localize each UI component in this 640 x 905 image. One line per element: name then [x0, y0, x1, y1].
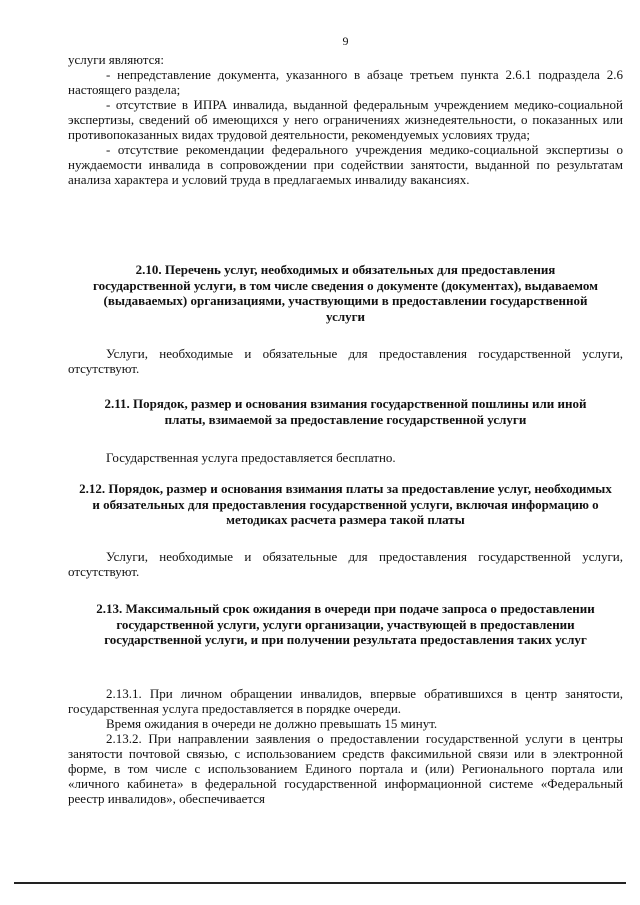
section-2-12-body: [68, 549, 623, 579]
list-item: - непредставление документа, указанного в абзаце третьем пункта 2.6.1 подраздела 2.6 настоящего раздела;: [68, 67, 623, 97]
section-heading-2-10: 2.10. Перечень услуг, необходимых и обязательных для предоставления государственной услуги, в том числе сведения о документе (документах), выдаваемом (выдаваемых) организациями, участвующими в предоставлении государственной услуги: [93, 262, 598, 324]
paragraph: Услуги, необходимые и обязательные для предоставления государственной услуги, отсутствуют.: [68, 346, 623, 376]
paragraph: Время ожидания в очереди не должно превышать 15 минут.: [106, 716, 438, 731]
paragraph: Государственная услуга предоставляется бесплатно.: [106, 450, 396, 465]
paragraph: Услуги, необходимые и обязательные для предоставления государственной услуги, отсутствуют.: [68, 549, 623, 579]
list-item: - отсутствие в ИПРА инвалида, выданной федеральным учреждением медико-социальной экспертизы, сведений об имеющихся у него ограничениях жизнедеятельности, о показанных или противопоказанных видах трудовой деятельности, рекомендуемых условиях труда;: [68, 97, 623, 142]
section-heading-2-13: 2.13. Максимальный срок ожидания в очереди при подаче запроса о предоставлении государственной услуги, услуги организации, участвующей в предоставлении государственной услуги, и при получении результата предоставления таких услуг: [96, 601, 595, 647]
paragraph: услуги являются:: [68, 52, 164, 67]
list-item: - отсутствие рекомендации федерального учреждения медико-социальной экспертизы о нуждаемости инвалида в сопровождении при содействии занятости, выданной по результатам анализа характера и условий труда в предлагаемых инвалиду вакансиях.: [68, 142, 623, 187]
section-heading-2-12: 2.12. Порядок, размер и основания взимания платы за предоставление услуг, необходимых и обязательных для предоставления государственной услуги, включая информацию о методиках расчета размера такой платы: [79, 481, 612, 527]
section-2-10-body: [68, 346, 623, 376]
refusal-grounds-block: [68, 52, 623, 187]
section-2-13-body: [68, 686, 623, 806]
section-heading-2-11: 2.11. Порядок, размер и основания взимания государственной пошлины или иной платы, взимаемой за предоставление государственной услуги: [104, 396, 587, 427]
page-number: 9: [342, 34, 349, 48]
page-bottom-edge: [14, 882, 626, 884]
paragraph: 2.13.2. При направлении заявления о предоставлении государственной услуги в центры занятости почтовой связью, с использованием средств факсимильной связи или в электронной форме, в том числе с использованием Единого портала и (или) Регионального портала или «личного кабинета» в федеральной государственной информационной системе «Федеральный реестр инвалидов», обеспечивается: [68, 731, 623, 806]
section-2-11-body: [68, 450, 623, 465]
paragraph: 2.13.1. При личном обращении инвалидов, впервые обратившихся в центр занятости, государственная услуга предоставляется в порядке очереди.: [68, 686, 623, 716]
